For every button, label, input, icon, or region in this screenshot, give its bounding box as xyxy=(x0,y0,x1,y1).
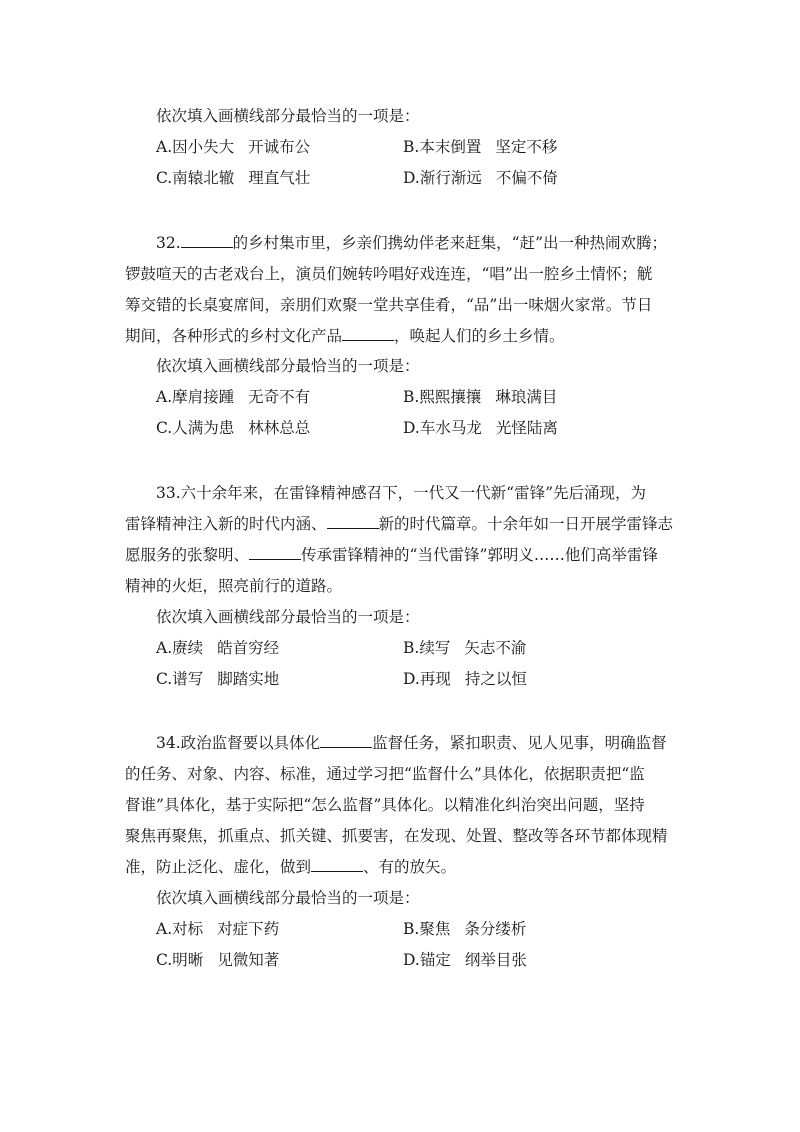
q31-option-a[interactable]: A.因小失大 开诚布公 xyxy=(156,138,311,156)
q32-blank-1[interactable] xyxy=(181,233,233,248)
q34-line-1: 34.政治监督要以具体化 监督任务，紧扣职责、见人见事，明确监督 xyxy=(156,734,667,752)
q33-blank-1[interactable] xyxy=(327,514,379,529)
q33-number: 33. xyxy=(156,484,181,502)
q34-line-3: 督谁”具体化，基于实际把“怎么监督”具体化。以精准化纠治突出问题，坚持 xyxy=(125,796,645,814)
q33-line-1: 33.六十余年来，在雷锋精神感召下，一代又一代新“雷锋”先后涌现，为 xyxy=(156,484,647,502)
q33-line-3: 愿服务的张黎明、 传承雷锋精神的“当代雷锋”郭明义……他们高举雷锋 xyxy=(125,546,658,564)
q33-option-a[interactable]: A.赓续 皓首穷经 xyxy=(156,639,280,657)
q32-blank-2[interactable] xyxy=(342,326,394,341)
q32-line-3: 筹交错的长桌宴席间，亲朋们欢聚一堂共享佳肴，“品”出一味烟火家常。节日 xyxy=(125,296,653,314)
q31-prompt: 依次填入画横线部分最恰当的一项是： xyxy=(156,107,420,125)
q32-line-1: 32. 的乡村集市里，乡亲们携幼伴老来赶集，“赶”出一种热闹欢腾； xyxy=(156,234,668,252)
q34-prompt: 依次填入画横线部分最恰当的一项是： xyxy=(156,889,420,907)
q34-blank-1[interactable] xyxy=(320,733,372,748)
q34-option-c[interactable]: C.明晰 见微知著 xyxy=(156,951,280,969)
q34-number: 34. xyxy=(156,734,181,752)
q34-line-2: 的任务、对象、内容、标准，通过学习把“监督什么”具体化，依据职责把“监 xyxy=(125,765,645,783)
q31-option-d[interactable]: D.渐行渐远 不偏不倚 xyxy=(403,169,558,187)
q32-option-a[interactable]: A.摩肩接踵 无奇不有 xyxy=(156,388,311,406)
q34-option-d[interactable]: D.锚定 纲举目张 xyxy=(403,951,527,969)
q32-option-b[interactable]: B.熙熙攘攘 琳琅满目 xyxy=(403,388,558,406)
q32-number: 32. xyxy=(156,234,181,252)
q33-option-c[interactable]: C.谱写 脚踏实地 xyxy=(156,670,280,688)
q34-line-5: 准，防止泛化、虚化，做到 、有的放矢。 xyxy=(125,858,457,876)
q32-line-2: 锣鼓喧天的古老戏台上，演员们婉转吟唱好戏连连，“唱”出一腔乡土情怀；觥 xyxy=(125,265,653,283)
q34-line-4: 聚焦再聚焦，抓重点、抓关键、抓要害，在发现、处置、整改等各环节都体现精 xyxy=(125,827,668,845)
q34-option-b[interactable]: B.聚焦 条分缕析 xyxy=(403,920,527,938)
q33-blank-2[interactable] xyxy=(249,545,301,560)
q31-option-b[interactable]: B.本末倒置 坚定不移 xyxy=(403,138,558,156)
q32-line-4: 期间，各种形式的乡村文化产品 ，唤起人们的乡土乡情。 xyxy=(125,327,565,345)
q33-line-4: 精神的火炬，照亮前行的道路。 xyxy=(125,577,343,595)
q33-prompt: 依次填入画横线部分最恰当的一项是： xyxy=(156,608,420,626)
q34-blank-2[interactable] xyxy=(311,857,363,872)
q32-option-c[interactable]: C.人满为患 林林总总 xyxy=(156,419,311,437)
q33-line-2: 雷锋精神注入新的时代内涵、 新的时代篇章。十余年如一日开展学雷锋志 xyxy=(125,515,674,533)
q33-option-b[interactable]: B.续写 矢志不渝 xyxy=(403,639,527,657)
q34-option-a[interactable]: A.对标 对症下药 xyxy=(156,920,280,938)
q32-prompt: 依次填入画横线部分最恰当的一项是： xyxy=(156,357,420,375)
q33-option-d[interactable]: D.再现 持之以恒 xyxy=(403,670,527,688)
q32-option-d[interactable]: D.车水马龙 光怪陆离 xyxy=(403,419,558,437)
q31-option-c[interactable]: C.南辕北辙 理直气壮 xyxy=(156,169,311,187)
